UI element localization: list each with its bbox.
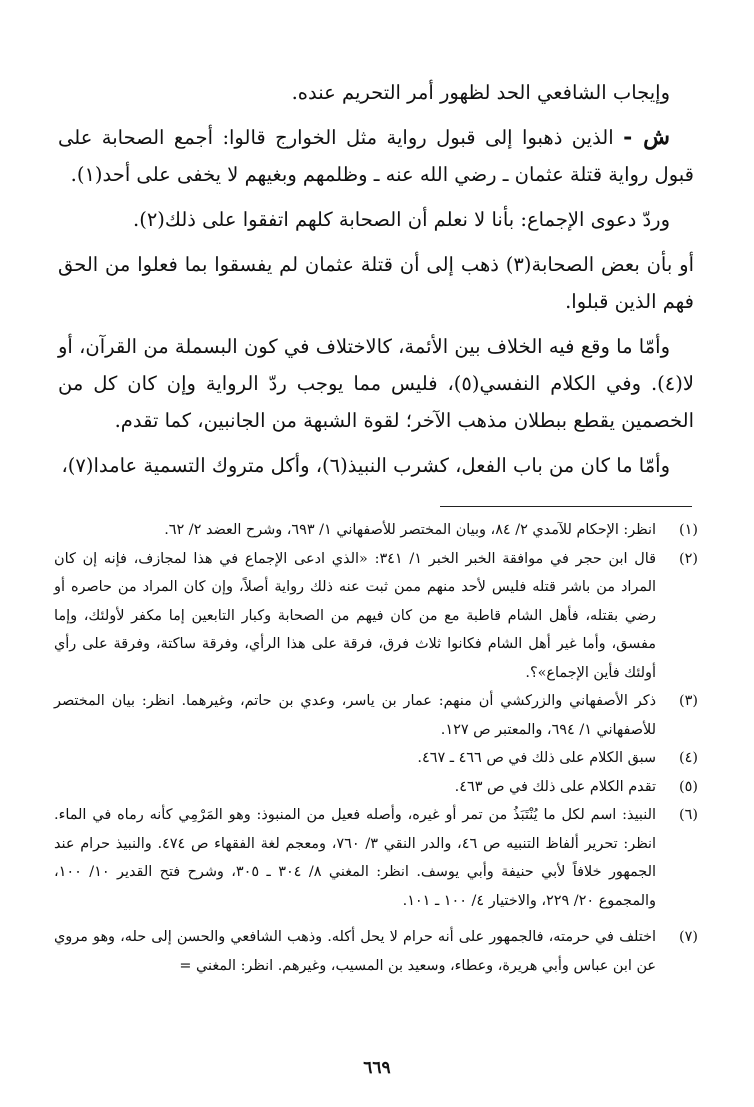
page-number: ٦٦٩	[363, 1058, 391, 1078]
footnote-text: تقدم الكلام على ذلك في ص ٤٦٣.	[454, 778, 656, 795]
footnote-text: قال ابن حجر في موافقة الخبر الخبر ١/ ٣٤١: «الذي ادعى الإجماع في هذا لمجازف، فإنه إن كان المراد من باشر قتله فليس لأحد منهم ممن ثبت عنه ذلك رواية أصلاً، وإن كان المراد من حاصره أو رضي بقتله، فأهل الشام قاطبة مع من كان فيهم من الصحابة وكبار التابعين إما مكفر لأولئك، وإما مفسق، وأما غير أهل الشام فكانوا ثلاث فرق، فرقة على هذا الرأي، وفرقة ساكتة، وفرقة على رأي أولئك فأين الإجماع»؟.	[54, 550, 656, 681]
footnote-number: (٧)	[679, 929, 698, 945]
footnote	[54, 773, 698, 802]
paragraph-2-text: الذين ذهبوا إلى قبول رواية مثل الخوارج قالوا: أجمع الصحابة على قبول رواية قتلة عثمان ـ رضي الله عنه ـ وظلمهم وبغيهم لا يخفى على أحد(١).	[58, 126, 694, 186]
footnote-number: (٣)	[679, 693, 698, 709]
footnote-number: (٢)	[679, 550, 698, 567]
paragraph-3: وردّ دعوى الإجماع: بأنا لا نعلم أن الصحابة كلهم اتفقوا على ذلك(٢).	[133, 208, 670, 231]
footnote	[54, 923, 698, 980]
footnote-number: (٥)	[679, 778, 698, 795]
paragraph-1: وإيجاب الشافعي الحد لظهور أمر التحريم عنده.	[291, 81, 670, 104]
footnote	[54, 744, 698, 773]
paragraph-4: أو بأن بعض الصحابة(٣) ذهب إلى أن قتلة عثمان لم يفسقوا بما فعلوا من الحق فهم الذين قبلوا.	[58, 253, 694, 313]
footnote-text: ذكر الأصفهاني والزركشي أن منهم: عمار بن ياسر، وعدي بن حاتم، وغيرهما. انظر: بيان المختصر للأصفهاني ١/ ٦٩٤، والمعتبر ص ١٢٧.	[54, 693, 656, 738]
footnote-number: (٤)	[679, 750, 698, 766]
footnote-text: انظر: الإحكام للآمدي ٢/ ٨٤، وبيان المختصر للأصفهاني ١/ ٦٩٣، وشرح العضد ٢/ ٦٢.	[164, 522, 656, 538]
footnotes	[54, 516, 698, 980]
footnote-text: النبيذ: اسم لكل ما يُنْتَبَذُ من تمر أو غيره، وأصله فعيل من المنبوذ: وهو المَرْمِي كأنه رماه في الماء. انظر: تحرير ألفاظ التنبيه ص ٤٦، والدر النقي ٣/ ٧٦٠، ومعجم لغة الفقهاء ص ٤٧٤. والنبيذ حرام عند الجمهور خلافاً لأبي حنيفة وأبي يوسف. انظر: المغني ٨/ ٣٠٤ ـ ٣٠٥، وشرح فتح القدير ١٠/ ١٠٠، والمجموع ٢٠/ ٢٢٩، والاختيار ٤/ ١٠٠ ـ ١٠١.	[54, 807, 657, 909]
footnote-number: (١)	[679, 522, 698, 538]
paragraph-6: وأمّا ما كان من باب الفعل، كشرب النبيذ(٦)، وأكل متروك التسمية عامدا(٧)،	[61, 454, 670, 477]
footnote-text: اختلف في حرمته، فالجمهور على أنه حرام لا يحل أكله. وذهب الشافعي والحسن إلى حله، وهو مروي عن ابن عباس وأبي هريرة، وعطاء، وسعيد بن المسيب، وغيرهم. انظر: المغني =	[54, 929, 656, 974]
footnote	[54, 545, 698, 688]
footnote-number: (٦)	[679, 807, 698, 823]
footnote	[54, 687, 698, 744]
footnote	[54, 516, 698, 545]
paragraph-2	[58, 119, 694, 193]
main-text	[58, 74, 694, 484]
footnote-text: سبق الكلام على ذلك في ص ٤٦٦ ـ ٤٦٧.	[417, 750, 656, 766]
commentary-marker: ش -	[623, 124, 670, 150]
paragraph-5: وأمّا ما وقع فيه الخلاف بين الأئمة، كالاختلاف في كون البسملة من القرآن، أو لا(٤). وفي الكلام النفسي(٥)، فليس مما يوجب ردّ الرواية وإن كان كل من الخصمين يقطع ببطلان مذهب الآخر؛ لقوة الشبهة من الجانبين، كما تقدم.	[58, 335, 694, 432]
footnote	[54, 801, 698, 915]
footnote-divider	[440, 506, 692, 507]
